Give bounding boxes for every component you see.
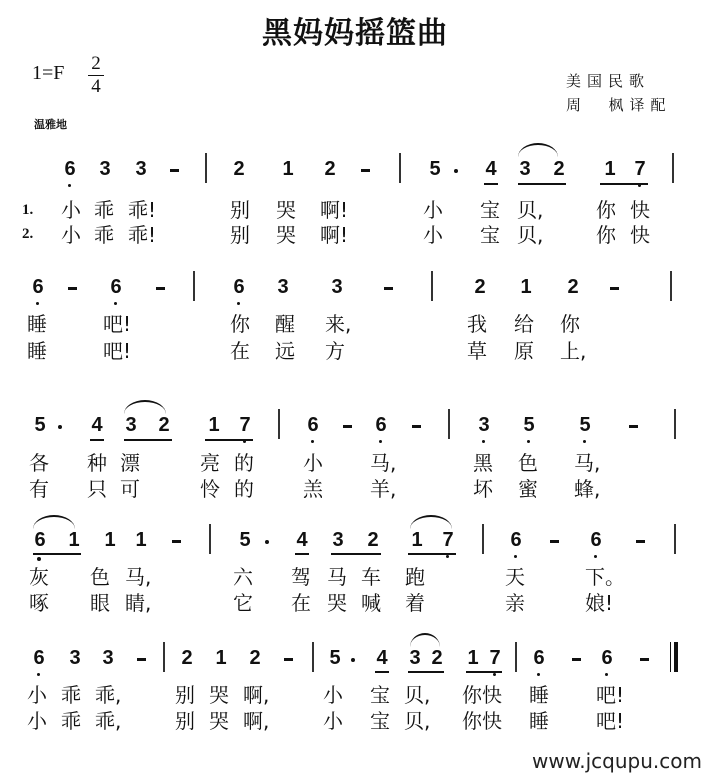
verse-number: 1. xyxy=(22,202,34,218)
note: 2 xyxy=(249,647,261,669)
note: 6 xyxy=(34,529,46,551)
lyric: 吧! xyxy=(596,683,625,707)
note: 3 xyxy=(478,414,490,436)
note: 3 xyxy=(519,158,531,180)
lyric: 你 xyxy=(596,198,616,222)
note: 5 xyxy=(429,158,441,180)
note: 6 xyxy=(110,276,122,298)
lyric: 在 xyxy=(291,591,311,615)
barline xyxy=(399,153,401,183)
underline xyxy=(331,553,381,555)
lyric: 种 xyxy=(87,451,107,475)
lyric: 小 xyxy=(61,198,81,222)
lyric: 别 xyxy=(175,709,195,733)
lyric: 乖, xyxy=(95,683,122,707)
underline xyxy=(408,671,444,673)
hold-dash xyxy=(384,287,393,290)
lyric: 原 xyxy=(514,339,534,363)
note: 1 xyxy=(135,529,147,551)
hold-dash xyxy=(550,540,559,543)
note: 4 xyxy=(296,529,308,551)
watermark: www.jcqupu.com xyxy=(532,749,702,773)
lyric: 下。 xyxy=(585,565,625,589)
hold-dash xyxy=(629,425,638,428)
note: 1 xyxy=(282,158,294,180)
underline xyxy=(33,553,81,555)
lyric: 来, xyxy=(325,312,352,336)
augmentation-dot xyxy=(454,169,458,173)
lyric: 可 xyxy=(120,477,140,501)
slur xyxy=(410,633,440,647)
note: 3 xyxy=(69,647,81,669)
lyric: 的 xyxy=(234,477,254,501)
note: 6 xyxy=(32,276,44,298)
note: 3 xyxy=(102,647,114,669)
lyric: 眼 xyxy=(90,591,110,615)
lyric: 乖! xyxy=(128,223,157,247)
note: 6 xyxy=(64,158,76,180)
note: 1 xyxy=(104,529,116,551)
lyric: 娘! xyxy=(585,591,614,615)
lyric: 醒 xyxy=(275,312,295,336)
note: 4 xyxy=(376,647,388,669)
note: 1 xyxy=(604,158,616,180)
lyric: 啊! xyxy=(320,223,349,247)
hold-dash xyxy=(156,287,165,290)
lyric: 睡 xyxy=(27,312,47,336)
hold-dash xyxy=(640,658,649,661)
lyric: 乖 xyxy=(61,709,81,733)
lyric: 快 xyxy=(630,198,650,222)
lyric: 别 xyxy=(230,198,250,222)
lyric: 给 xyxy=(514,312,534,336)
lyric: 乖, xyxy=(95,709,122,733)
note: 3 xyxy=(409,647,421,669)
barline xyxy=(672,153,674,183)
lyric: 吧! xyxy=(596,709,625,733)
note: 6 xyxy=(307,414,319,436)
lyric: 宝 xyxy=(370,683,390,707)
lyric: 你 xyxy=(230,312,250,336)
lyric: 黑 xyxy=(473,451,493,475)
note: 3 xyxy=(332,529,344,551)
lyric: 远 xyxy=(275,339,295,363)
underline xyxy=(408,553,456,555)
lyric: 睡 xyxy=(529,683,549,707)
barline xyxy=(515,642,517,672)
hold-dash xyxy=(172,540,181,543)
underline xyxy=(466,671,502,673)
lyric: 喊 xyxy=(361,591,381,615)
time-signature xyxy=(88,54,104,97)
hold-dash xyxy=(170,169,179,172)
hold-dash xyxy=(68,287,77,290)
lyric: 羊, xyxy=(370,477,397,501)
note: 7 xyxy=(634,158,646,180)
underline xyxy=(375,671,389,673)
note: 5 xyxy=(579,414,591,436)
slur xyxy=(518,143,558,157)
lyric: 漂 xyxy=(120,451,140,475)
note: 5 xyxy=(523,414,535,436)
note: 2 xyxy=(324,158,336,180)
lyric: 马 xyxy=(327,565,347,589)
lyric: 哭 xyxy=(209,683,229,707)
note: 1 xyxy=(467,647,479,669)
note: 2 xyxy=(553,158,565,180)
note: 3 xyxy=(277,276,289,298)
lyric: 亮 xyxy=(200,451,220,475)
lyric: 各 xyxy=(29,451,49,475)
note: 1 xyxy=(520,276,532,298)
lyric: 啊, xyxy=(243,683,270,707)
note: 6 xyxy=(510,529,522,551)
note: 6 xyxy=(233,276,245,298)
time-sig-top: 2 xyxy=(91,53,101,74)
lyric: 哭 xyxy=(327,591,347,615)
lyric: 方 xyxy=(325,339,345,363)
note: 7 xyxy=(442,529,454,551)
note: 6 xyxy=(590,529,602,551)
lyric: 别 xyxy=(175,683,195,707)
hold-dash xyxy=(361,169,370,172)
augmentation-dot xyxy=(58,425,62,429)
note: 6 xyxy=(375,414,387,436)
lyric: 别 xyxy=(230,223,250,247)
hold-dash xyxy=(610,287,619,290)
note: 6 xyxy=(601,647,613,669)
note: 1 xyxy=(215,647,227,669)
lyric: 只 xyxy=(87,477,107,501)
lyric: 坏 xyxy=(473,477,493,501)
note: 4 xyxy=(485,158,497,180)
lyric: 乖! xyxy=(128,198,157,222)
note: 2 xyxy=(181,647,193,669)
lyric: 它 xyxy=(233,591,253,615)
lyric: 马, xyxy=(370,451,397,475)
note: 3 xyxy=(135,158,147,180)
lyric: 贝, xyxy=(517,223,544,247)
barline xyxy=(205,153,207,183)
note: 7 xyxy=(239,414,251,436)
lyric: 在 xyxy=(230,339,250,363)
barline xyxy=(312,642,314,672)
underline xyxy=(205,439,253,441)
barline xyxy=(163,642,165,672)
note: 2 xyxy=(431,647,443,669)
lyric: 小 xyxy=(303,451,323,475)
hold-dash xyxy=(572,658,581,661)
note: 2 xyxy=(233,158,245,180)
lyric: 快 xyxy=(630,223,650,247)
lyric: 小 xyxy=(323,709,343,733)
lyric: 宝 xyxy=(480,223,500,247)
origin-credit: 美国民歌 xyxy=(566,72,651,90)
lyric: 蜂, xyxy=(574,477,601,501)
key-signature: 1=F xyxy=(32,62,65,84)
augmentation-dot xyxy=(265,540,269,544)
song-title: 黑妈妈摇篮曲 xyxy=(262,16,448,51)
hold-dash xyxy=(343,425,352,428)
lyric: 灰 xyxy=(29,565,49,589)
note: 2 xyxy=(158,414,170,436)
hold-dash xyxy=(412,425,421,428)
lyric: 羔 xyxy=(303,477,323,501)
barline xyxy=(670,271,672,301)
note: 2 xyxy=(367,529,379,551)
lyric: 宝 xyxy=(480,198,500,222)
barline xyxy=(482,524,484,554)
lyric: 哭 xyxy=(276,198,296,222)
lyric: 啊! xyxy=(320,198,349,222)
translator-credit: 周 枫译配 xyxy=(566,96,672,114)
lyric: 你快 xyxy=(462,709,502,733)
lyric: 哭 xyxy=(209,709,229,733)
lyric: 车 xyxy=(361,565,381,589)
lyric: 马, xyxy=(125,565,152,589)
augmentation-dot xyxy=(351,658,355,662)
lyric: 宝 xyxy=(370,709,390,733)
note: 6 xyxy=(533,647,545,669)
underline xyxy=(518,183,566,185)
underline xyxy=(600,183,648,185)
barline xyxy=(448,409,450,439)
note: 4 xyxy=(91,414,103,436)
lyric: 上, xyxy=(560,339,587,363)
note: 5 xyxy=(239,529,251,551)
lyric: 怜 xyxy=(200,477,220,501)
lyric: 乖 xyxy=(94,198,114,222)
hold-dash xyxy=(636,540,645,543)
lyric: 着 xyxy=(405,591,425,615)
lyric: 小 xyxy=(423,198,443,222)
slur xyxy=(33,515,75,529)
final-barline-thin xyxy=(670,642,671,672)
final-barline-thick xyxy=(674,642,678,672)
underline xyxy=(124,439,172,441)
lyric: 小 xyxy=(27,709,47,733)
lyric: 跑 xyxy=(405,565,425,589)
barline xyxy=(674,524,676,554)
lyric: 小 xyxy=(423,223,443,247)
lyric: 小 xyxy=(27,683,47,707)
note: 3 xyxy=(99,158,111,180)
hold-dash xyxy=(284,658,293,661)
underline xyxy=(295,553,309,555)
lyric: 蜜 xyxy=(518,477,538,501)
lyric: 乖 xyxy=(94,223,114,247)
lyric: 吧! xyxy=(103,312,132,336)
tempo-marking: 温雅地 xyxy=(34,118,67,131)
lyric: 吧! xyxy=(103,339,132,363)
note: 5 xyxy=(329,647,341,669)
note: 1 xyxy=(208,414,220,436)
note: 2 xyxy=(567,276,579,298)
barline xyxy=(674,409,676,439)
barline xyxy=(193,271,195,301)
lyric: 六 xyxy=(233,565,253,589)
underline xyxy=(484,183,498,185)
lyric: 啄 xyxy=(29,591,49,615)
lyric: 贝, xyxy=(404,709,431,733)
lyric: 贝, xyxy=(404,683,431,707)
lyric: 你快 xyxy=(462,683,502,707)
lyric: 草 xyxy=(467,339,487,363)
lyric: 我 xyxy=(467,312,487,336)
lyric: 睛, xyxy=(125,591,152,615)
lyric: 马, xyxy=(574,451,601,475)
note: 2 xyxy=(474,276,486,298)
lyric: 乖 xyxy=(61,683,81,707)
note: 1 xyxy=(411,529,423,551)
time-sig-bottom: 4 xyxy=(91,76,101,97)
lyric: 啊, xyxy=(243,709,270,733)
lyric: 的 xyxy=(234,451,254,475)
barline xyxy=(278,409,280,439)
lyric: 有 xyxy=(29,477,49,501)
hold-dash xyxy=(137,658,146,661)
lyric: 睡 xyxy=(529,709,549,733)
lyric: 亲 xyxy=(505,591,525,615)
lyric: 你 xyxy=(560,312,580,336)
low-octave-dot xyxy=(37,557,41,561)
lyric: 睡 xyxy=(27,339,47,363)
note: 1 xyxy=(68,529,80,551)
lyric: 你 xyxy=(596,223,616,247)
verse-number: 2. xyxy=(22,226,34,242)
lyric: 色 xyxy=(518,451,538,475)
lyric: 驾 xyxy=(291,565,311,589)
lyric: 贝, xyxy=(517,198,544,222)
slur xyxy=(410,515,452,529)
note: 3 xyxy=(125,414,137,436)
note: 6 xyxy=(33,647,45,669)
note: 5 xyxy=(34,414,46,436)
barline xyxy=(209,524,211,554)
lyric: 哭 xyxy=(276,223,296,247)
lyric: 小 xyxy=(61,223,81,247)
underline xyxy=(90,439,104,441)
lyric: 天 xyxy=(505,565,525,589)
barline xyxy=(431,271,433,301)
lyric: 小 xyxy=(323,683,343,707)
note: 3 xyxy=(331,276,343,298)
lyric: 色 xyxy=(90,565,110,589)
note: 7 xyxy=(489,647,501,669)
slur xyxy=(124,400,166,414)
